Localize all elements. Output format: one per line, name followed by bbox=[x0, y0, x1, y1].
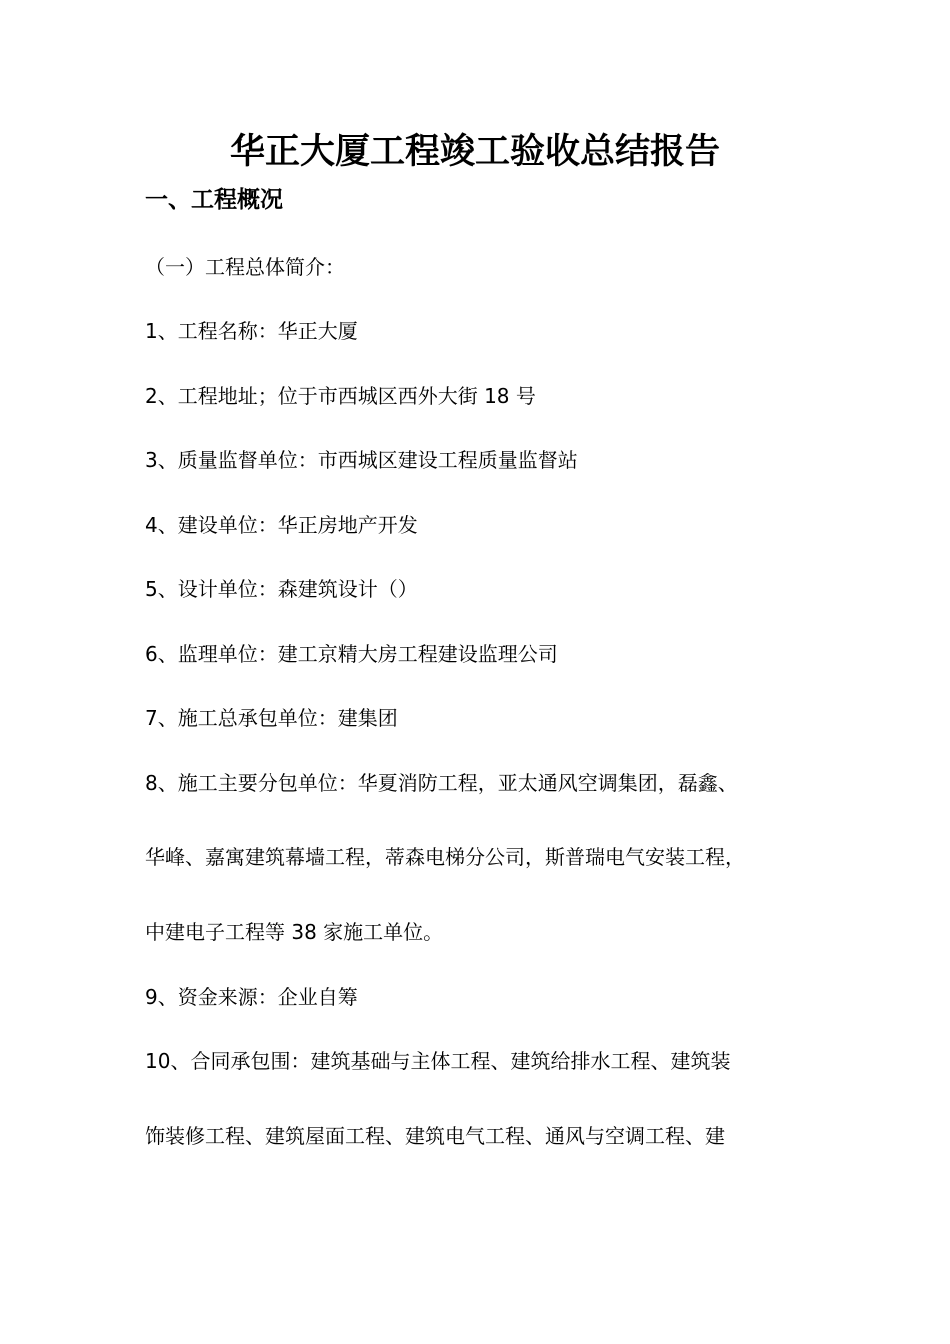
list-item: 3、质量监督单位：市西城区建设工程质量监督站 bbox=[145, 448, 578, 472]
list-item: 4、建设单位：华正房地产开发 bbox=[145, 513, 418, 537]
list-item: 1、工程名称：华正大厦 bbox=[145, 319, 358, 343]
list-item-continuation: 中建电子工程等 38 家施工单位。 bbox=[145, 920, 444, 944]
list-item: 2、工程地址；位于市西城区西外大街 18 号 bbox=[145, 384, 536, 408]
list-item: 8、施工主要分包单位：华夏消防工程，亚太通风空调集团，磊鑫、 bbox=[145, 771, 738, 795]
document-title: 华正大厦工程竣工验收总结报告 bbox=[229, 132, 720, 172]
list-item-continuation: 饰装修工程、建筑屋面工程、建筑电气工程、通风与空调工程、建 bbox=[145, 1124, 725, 1148]
section-heading: 一、工程概况 bbox=[145, 187, 283, 213]
list-item: 9、资金来源：企业自筹 bbox=[145, 985, 358, 1009]
list-item: 10、合同承包围：建筑基础与主体工程、建筑给排水工程、建筑装 bbox=[145, 1049, 731, 1073]
subsection-heading: （一）工程总体简介： bbox=[145, 255, 345, 279]
list-item: 6、监理单位：建工京精大房工程建设监理公司 bbox=[145, 642, 558, 666]
list-item: 7、施工总承包单位：建集团 bbox=[145, 706, 398, 730]
list-item-continuation: 华峰、嘉寓建筑幕墙工程，蒂森电梯分公司，斯普瑞电气安装工程， bbox=[145, 845, 745, 869]
list-item: 5、设计单位：森建筑设计（） bbox=[145, 577, 418, 601]
